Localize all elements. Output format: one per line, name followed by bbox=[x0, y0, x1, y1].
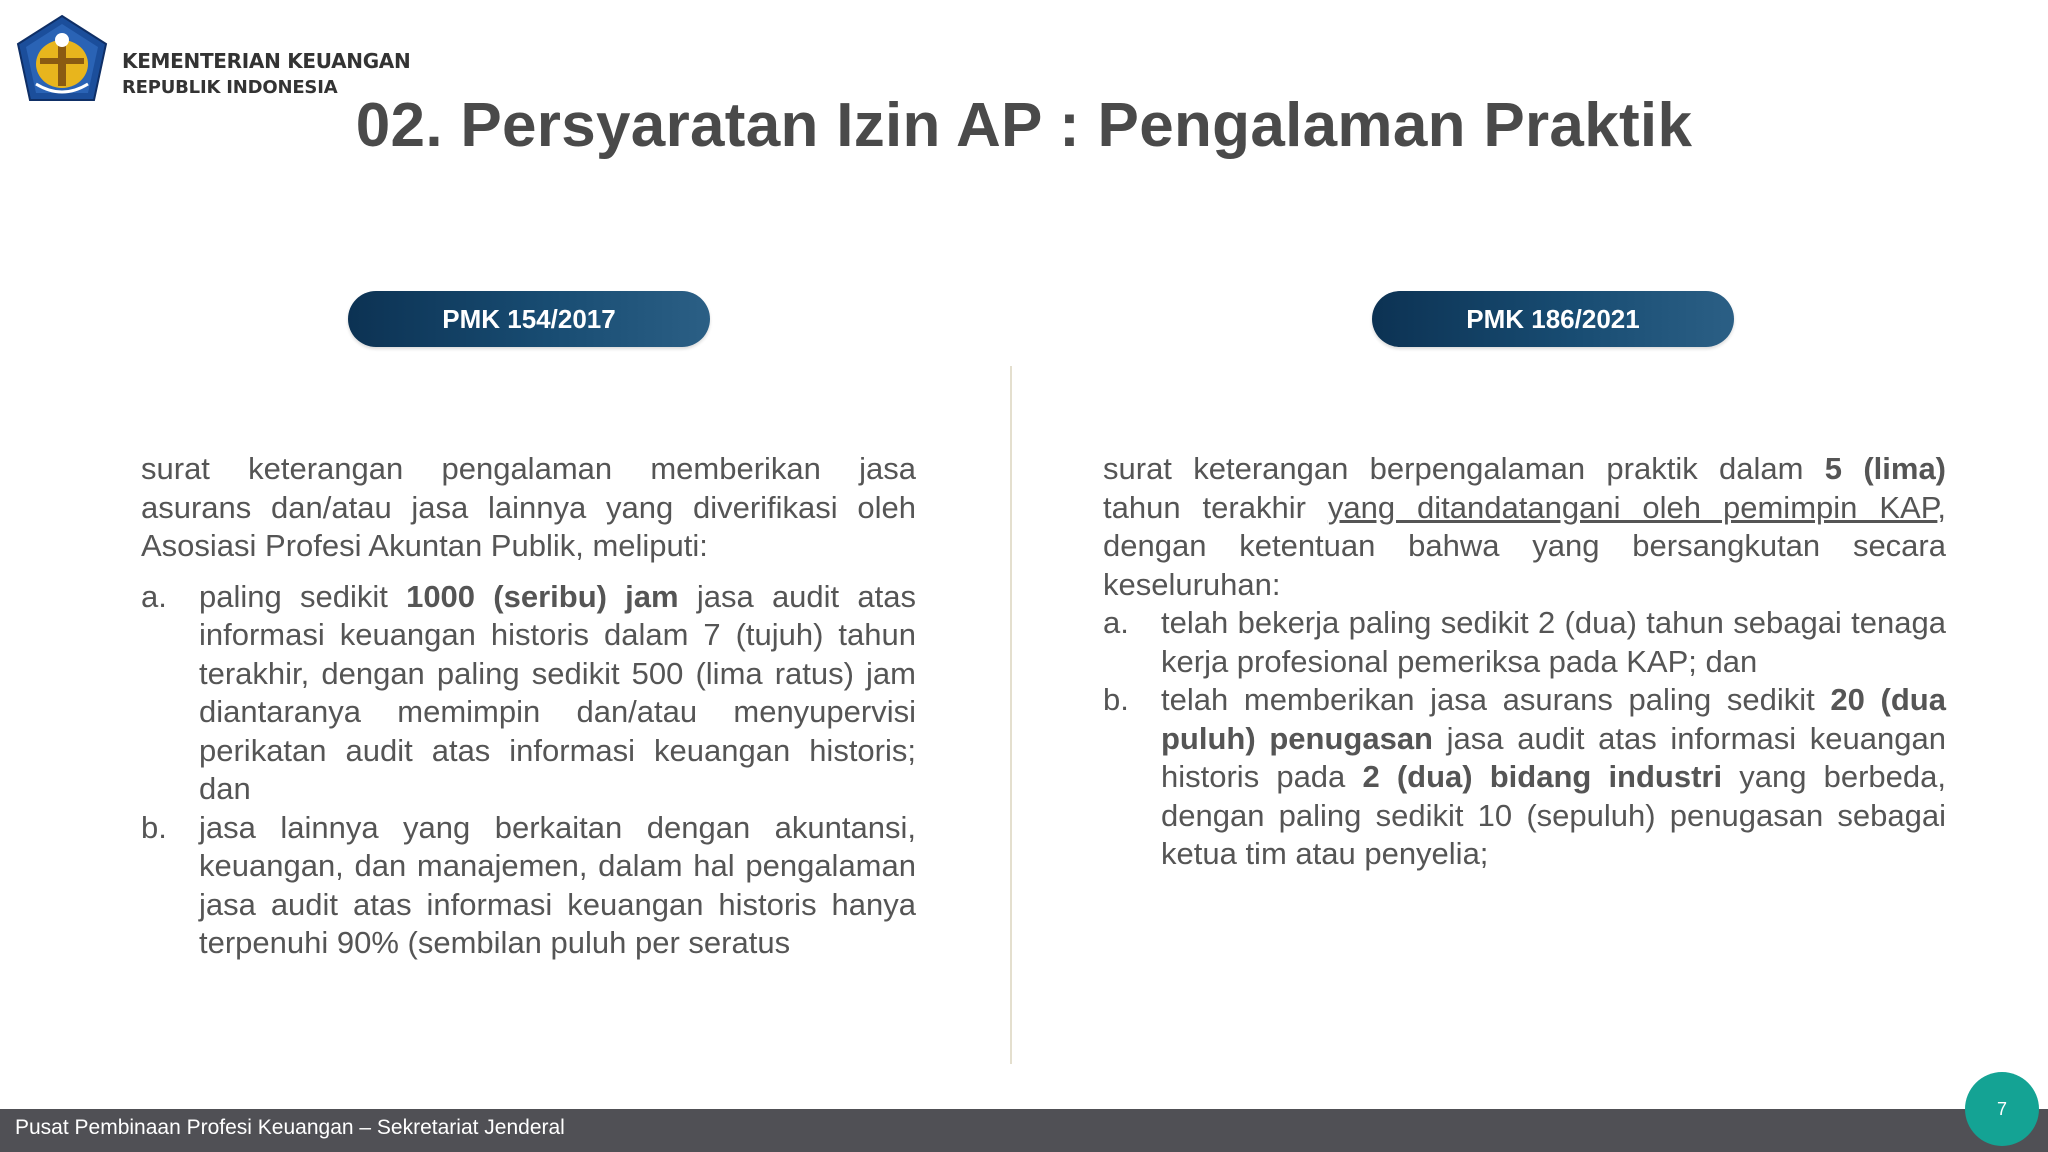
org-name: KEMENTERIAN KEUANGAN bbox=[122, 49, 411, 73]
item-bold: 20 (dua puluh) penugasan bbox=[1161, 682, 1946, 756]
left-column bbox=[141, 450, 916, 963]
intro-bold: 5 (lima) bbox=[1824, 451, 1947, 486]
list-marker: b. bbox=[1103, 682, 1129, 717]
item-bold: 1000 (seribu) jam bbox=[406, 578, 679, 614]
list-marker: a. bbox=[141, 578, 167, 614]
left-intro: surat keterangan pengalaman memberikan jasa asurans dan/atau jasa lainnya yang diverifikasi oleh Asosiasi Profesi Akuntan Publik, meliputi: bbox=[141, 451, 916, 563]
right-intro bbox=[1103, 450, 1946, 604]
page-number: 7 bbox=[1965, 1072, 2039, 1146]
slide-title: 02. Persyaratan Izin AP : Pengalaman Praktik bbox=[355, 91, 1693, 160]
left-list bbox=[141, 578, 916, 963]
item-bold: 2 (dua) bidang industri bbox=[1362, 759, 1723, 794]
intro-text: tahun terakhir bbox=[1103, 489, 1328, 525]
intro-underline: yang ditandatangani oleh pemimpin KAP bbox=[1327, 489, 1938, 525]
badge-pmk-2021: PMK 186/2021 bbox=[1372, 291, 1734, 347]
list-marker: b. bbox=[141, 809, 167, 845]
list-marker: a. bbox=[1103, 605, 1129, 640]
list-item bbox=[1103, 681, 1946, 874]
right-list bbox=[1103, 604, 1946, 874]
list-item bbox=[141, 809, 916, 963]
item-text: jasa audit atas informasi keuangan historis pada bbox=[1161, 720, 1946, 794]
item-text: telah bekerja paling sedikit 2 (dua) tahun sebagai tenaga kerja profesional pemeriksa pada KAP; dan bbox=[1161, 605, 1946, 679]
item-text: jasa audit atas informasi keuangan historis dalam 7 (tujuh) tahun terakhir, dengan paling sedikit 500 (lima ratus) jam diantaranya memimpin dan/atau menyupervisi perikatan audit atas informasi keuangan historis; dan bbox=[199, 578, 916, 806]
list-item bbox=[1103, 604, 1946, 681]
org-subname: REPUBLIK INDONESIA bbox=[122, 77, 338, 98]
list-item bbox=[141, 578, 916, 809]
column-divider bbox=[1010, 366, 1012, 1064]
intro-text: , dengan ketentuan bahwa yang bersangkutan secara keseluruhan: bbox=[1103, 489, 1947, 602]
item-text: jasa lainnya yang berkaitan dengan akuntansi, keuangan, dan manajemen, dalam hal pengalaman jasa audit atas informasi keuangan historis hanya terpenuhi 90% (sembilan puluh per seratus bbox=[199, 809, 916, 960]
right-column bbox=[1103, 450, 1946, 874]
item-text: telah memberikan jasa asurans paling sedikit bbox=[1161, 682, 1831, 717]
item-text: yang berbeda, dengan paling sedikit 10 (sepuluh) penugasan sebagai ketua tim atau penyelia; bbox=[1161, 759, 1946, 871]
footer-text: Pusat Pembinaan Profesi Keuangan – Sekretariat Jenderal bbox=[15, 1116, 565, 1139]
item-text: paling sedikit bbox=[199, 578, 407, 614]
badge-pmk-2017: PMK 154/2017 bbox=[348, 291, 710, 347]
intro-text: surat keterangan berpengalaman praktik dalam bbox=[1103, 451, 1825, 486]
